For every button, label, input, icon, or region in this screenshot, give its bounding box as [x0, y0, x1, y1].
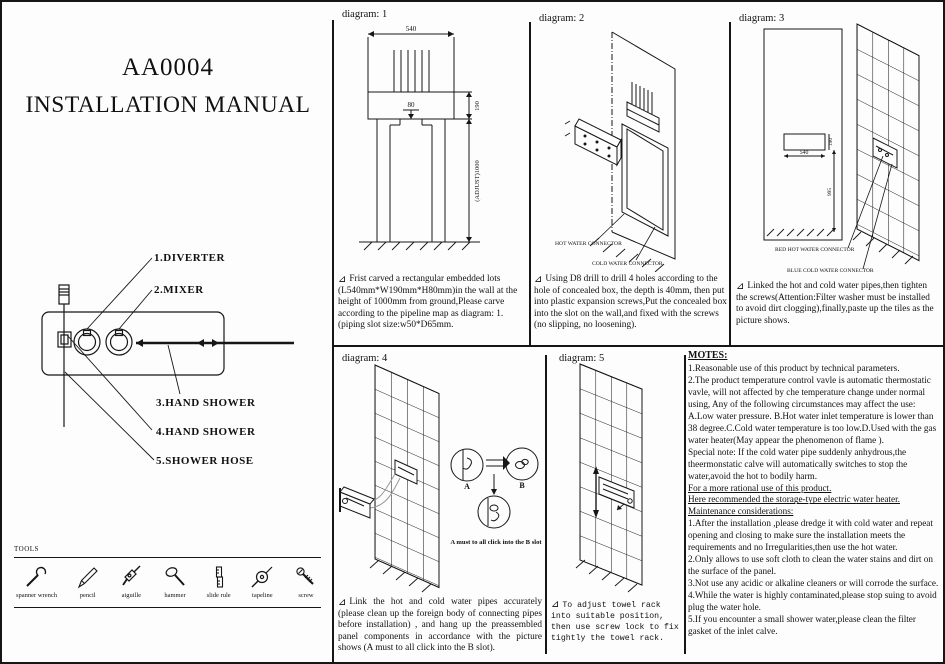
slide-rule-icon	[206, 564, 232, 590]
tool-tapeline: tapeline	[249, 564, 275, 599]
tool-spanner-wrench: spanner wrench	[16, 564, 57, 599]
diagram-1-label: diagram: 1	[342, 9, 388, 20]
hot-water-connector-label: HOT WATER CONNECTOR	[555, 241, 622, 247]
tools-row	[14, 564, 321, 599]
step-marker: ⊿	[551, 600, 560, 611]
tools-section	[14, 545, 321, 614]
detail-a-label: A	[464, 482, 470, 491]
diagram-2-instructions: ⊿ Using D8 drill to drill 4 holes according to the hole of concealed box, the depth is 40mm, then put into plastic expansion screws,Put the concealed box into the slot on the wall,and fixed with the screws (no slipping, no loosening).	[534, 274, 727, 331]
divider-d4-d5	[545, 355, 547, 654]
note-line: A.Low water pressure. B.Hot water inlet temperature is lower than 38 degree.C.Cold water temperature is too low.D.Used with the gas water heater(May appear the phenomenon of flame ).	[688, 410, 937, 445]
pencil-icon	[75, 564, 101, 590]
note-line: 1.Reasonable use of this product by technical parameters.	[688, 363, 900, 373]
blue-cold-water-connector-label: BLUE COLD WATER CONNECTOR	[787, 268, 874, 274]
divider-d2-d3	[729, 22, 731, 345]
label-hand-shower-4: 4.HAND SHOWER	[156, 426, 256, 438]
diagram-2-label: diagram: 2	[539, 13, 585, 24]
spanner-wrench-icon	[23, 564, 49, 590]
diagram-1-instructions: ⊿ Frist carved a rectangular embedded lots (L540mm*W190mm*H80mm)in the wall at the height of 1000mm from ground,Please carve according to the pipeline map as diagram: 1. (piping slot size:w50*D65mm.	[338, 274, 518, 331]
label-hand-shower-3: 3.HAND SHOWER	[156, 397, 256, 409]
dim-540: 540	[799, 150, 809, 156]
note-line: 2.The product temperature control vavle is automatic thermostatic vavle, will not affected by che temperature change under normal using, Any of the following circumstances may affect the use:	[688, 374, 931, 409]
note-line: 2.Only allows to use soft cloth to clean the water stains and dirt on the surface of the panel.	[688, 554, 933, 577]
diagram-2-drawing	[535, 24, 727, 272]
diagram-5-drawing	[550, 352, 682, 600]
diagram-5-label: diagram: 5	[559, 353, 605, 364]
product-code: AA0004	[121, 54, 215, 81]
tool-slide-rule: slide rule	[206, 564, 232, 599]
note-line: Special note: If the cold water pipe suddenly anhydrous,the theermonstatic calve will automatically switches to stop the water,avoid the hot to bodily harm.	[688, 446, 908, 481]
diagram-4-instructions: ⊿ Link the hot and cold water pipes accurately (please clean up the foreign body of connecting pipes before installation) , and hang up the preassembled panel components in accordance with the picture shows (A must to all click into the B slot).	[338, 597, 542, 654]
dim-80: 80	[407, 101, 415, 109]
note-line: 3.Not use any acidic or alkaline cleaners or will corrode the surface.	[688, 578, 939, 589]
red-hot-water-connector-label: RED HOT WATER CONNECTOR	[775, 247, 855, 253]
step-marker: ⊿	[338, 597, 347, 608]
label-mixer: 2.MIXER	[154, 284, 204, 296]
diagram-3-drawing	[735, 22, 943, 282]
note-line: 4.While the water is highly contaminated,please stop suing to avoid plug the water hole.	[688, 590, 937, 613]
tools-title: TOOLS	[14, 545, 39, 553]
screw-icon	[293, 564, 319, 590]
tool-aiguille: aiguille	[118, 564, 144, 599]
divider-d5-notes	[684, 355, 686, 654]
divider-d1-d2	[529, 22, 531, 345]
diagram-5-instructions: ⊿ To adjust towel rack into suitable position, then use screw lock to fix tightly the towel rack.	[551, 600, 679, 644]
tool-hammer: hammer	[162, 564, 188, 599]
note-line: 1.After the installation ,please dredge it with cold water and repeat opening and closing to make sure the installation meets the requirements and no Irregularities,then use the hot water.	[688, 518, 933, 553]
drill-icon	[118, 564, 144, 590]
notes-title: MOTES:	[688, 350, 728, 361]
dim-995: 995	[827, 187, 833, 197]
diagram-4-label: diagram: 4	[342, 353, 388, 364]
note-line-underlined: Maintenance considerations:	[688, 506, 794, 517]
notes-section	[688, 349, 941, 638]
dim-adjust-1000: (ADJUST)1000	[474, 160, 481, 202]
page-title: INSTALLATION MANUAL	[25, 92, 311, 118]
detail-b-label: B	[519, 481, 525, 490]
dim-190: 190	[474, 101, 481, 111]
step-marker: ⊿	[736, 281, 745, 292]
tool-pencil: pencil	[75, 564, 101, 599]
tool-screw: screw	[293, 564, 319, 599]
title-block	[2, 54, 334, 119]
cold-water-connector-label: COLD WATER CONNECTOR	[592, 261, 663, 267]
diagram-3-label: diagram: 3	[739, 13, 785, 24]
dim-540: 540	[405, 25, 417, 33]
note-line: 5.If you encounter a small shower water,please clean the filter gasket of the inlet calve.	[688, 614, 916, 636]
note-line-underlined: Here recommended the storage-type electric water heater.	[688, 494, 900, 505]
product-figure	[30, 242, 322, 477]
label-diverter: 1.DIVERTER	[154, 252, 225, 264]
hammer-icon	[162, 564, 188, 590]
diagram-4-drawing	[336, 352, 544, 597]
dim-190: 190	[828, 137, 834, 147]
detail-caption: A must to all click into the B slot	[450, 539, 542, 546]
step-marker: ⊿	[534, 274, 543, 285]
tapeline-icon	[249, 564, 275, 590]
tools-rule-bottom	[14, 607, 321, 608]
diagram-1-drawing	[350, 24, 500, 274]
divider-rows	[332, 345, 945, 347]
diagram-3-instructions: ⊿ Linked the hot and cold water pipes,then tighten the screws(Attention:Filter washer must be installed to avoid dirt clogging),finally,paste up the tiles as the picture shows.	[736, 281, 934, 326]
note-line-underlined: For a more rational use of this product.	[688, 482, 832, 493]
step-marker: ⊿	[338, 274, 347, 285]
label-shower-hose: 5.SHOWER HOSE	[156, 455, 254, 467]
tools-rule-top	[14, 557, 321, 558]
